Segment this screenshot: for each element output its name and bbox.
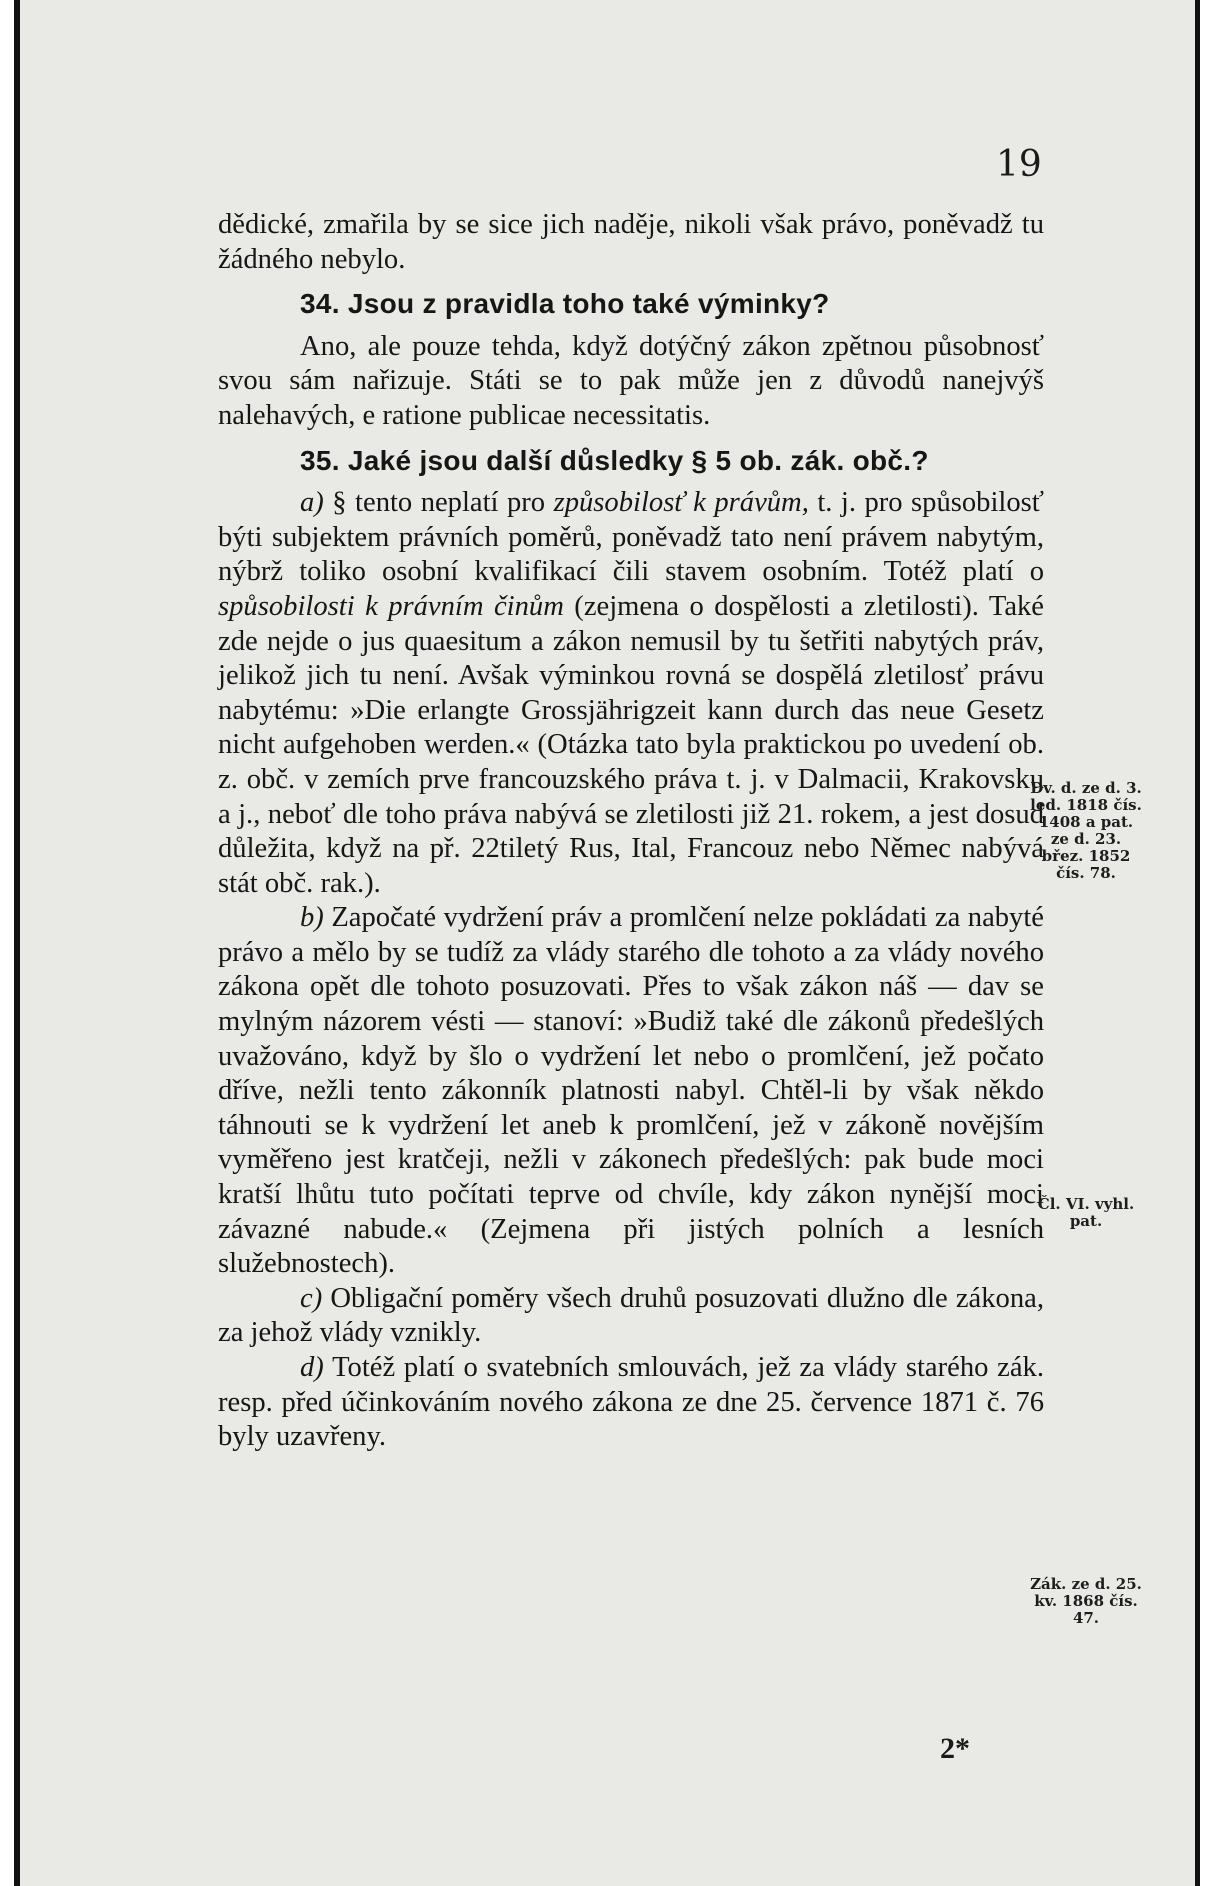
point-a-label: a) — [300, 487, 324, 519]
margin-note-decree: Dv. d. ze d. 3. led. 1818 čís. 1408 a pat. ze d. 23. břez. 1852 čís. 78. — [1030, 779, 1142, 882]
body-text — [218, 208, 1044, 1455]
book-page — [14, 0, 1200, 1886]
point-d: d) Totéž platí o svatebních smlouvách, jež za vlády starého zák. resp. před účinkováním nového zákona ze dne 25. července 1871 č. 76 byly uzavřeny. — [218, 1352, 1044, 1453]
page-number: 19 — [996, 144, 1042, 185]
question-34-heading: 34. Jsou z pravidla toho také výminky? — [300, 288, 830, 320]
margin-note-article: Čl. VI. vyhl. pat. — [1037, 1195, 1135, 1230]
question-35-heading: 35. Jaké jsou další důsledky § 5 ob. zák. obč.? — [300, 444, 929, 476]
point-a-italic-1: způsobilosť k právům, — [553, 487, 809, 519]
point-a-italic-2: spůsobilosti k právním činům — [218, 590, 564, 622]
point-c: c) Obligační poměry všech druhů posuzovati dlužno dle zákona, za jehož vlády vznikly. — [218, 1282, 1044, 1349]
point-b: b) Započaté vydržení práv a promlčení nelze pokládati za nabyté právo a mělo by se tudíž za vlády starého dle tohoto a za vlády nového zákona opět dle tohoto posuzovati. Přes to však zákon náš — dav se mylným názorem vésti — stanoví: »Budiž také dle zákonů předešlých uvažováno, když by šlo o vydržení let nebo o promlčení, jež počato dříve, nežli tento zákonník platnosti nabyl. Chtěl-li by však někdo táhnouti se k vydržení let aneb k promlčení, jež v zákoně novějším vyměřeno jest kratčeji, nežli v zákonech předešlých: pak bude moci kratší lhůtu tuto počítati teprve od chvíle, kdy zákon nynější moci závazné nabude.« (Zejmena při jistých polních a lesních služebnostech). — [218, 902, 1044, 1280]
margin-note-law: Zák. ze d. 25. kv. 1868 čís. 47. — [1030, 1575, 1142, 1627]
point-a: a) § tento neplatí pro způsobilosť k právům, t. j. pro spůsobilosť býti subjektem právních poměrů, poněvadž tato není právem nabytým, nýbrž toliko osobní kvalifikací čili stavem osobním. Totéž platí o spůsobilosti k právním činům (zejmena o dospělosti a zletilosti). Také zde nejde o jus quaesitum a zákon nemusil by tu šetřiti nabytých práv, jelikož jich tu není. Avšak výminkou rovná se dospělá zletilosť právu nabytému: »Die erlangte Grossjährigzeit kann durch das neue Gesetz nicht aufgehoben werden.« (Otázka tato byla praktickou po uvedení ob. z. obč. v zemích prve francouzského práva t. j. v Dalmacii, Krakovsku a j., neboť dle toho práva nabývá se zletilosti již 21. rokem, a jest dosud důležita, když na př. 22tiletý Rus, Ital, Francouz nebo Němec nabývá stát obč. rak.). — [218, 487, 1044, 899]
point-c-label: c) — [300, 1282, 323, 1314]
paragraph-intro: dědické, zmařila by se sice jich naděje, nikoli však právo, poněvadž tu žádného nebylo. — [218, 209, 1044, 275]
point-b-label: b) — [300, 902, 324, 934]
answer-34: Ano, ale pouze tehda, když dotýčný zákon zpětnou působnosť svou sám nařizuje. Státi se to pak může jen z důvodů nanejvýš nalehavých, e ratione publicae necessitatis. — [218, 330, 1044, 431]
signature-mark: 2* — [940, 1732, 970, 1765]
point-d-label: d) — [300, 1352, 324, 1383]
